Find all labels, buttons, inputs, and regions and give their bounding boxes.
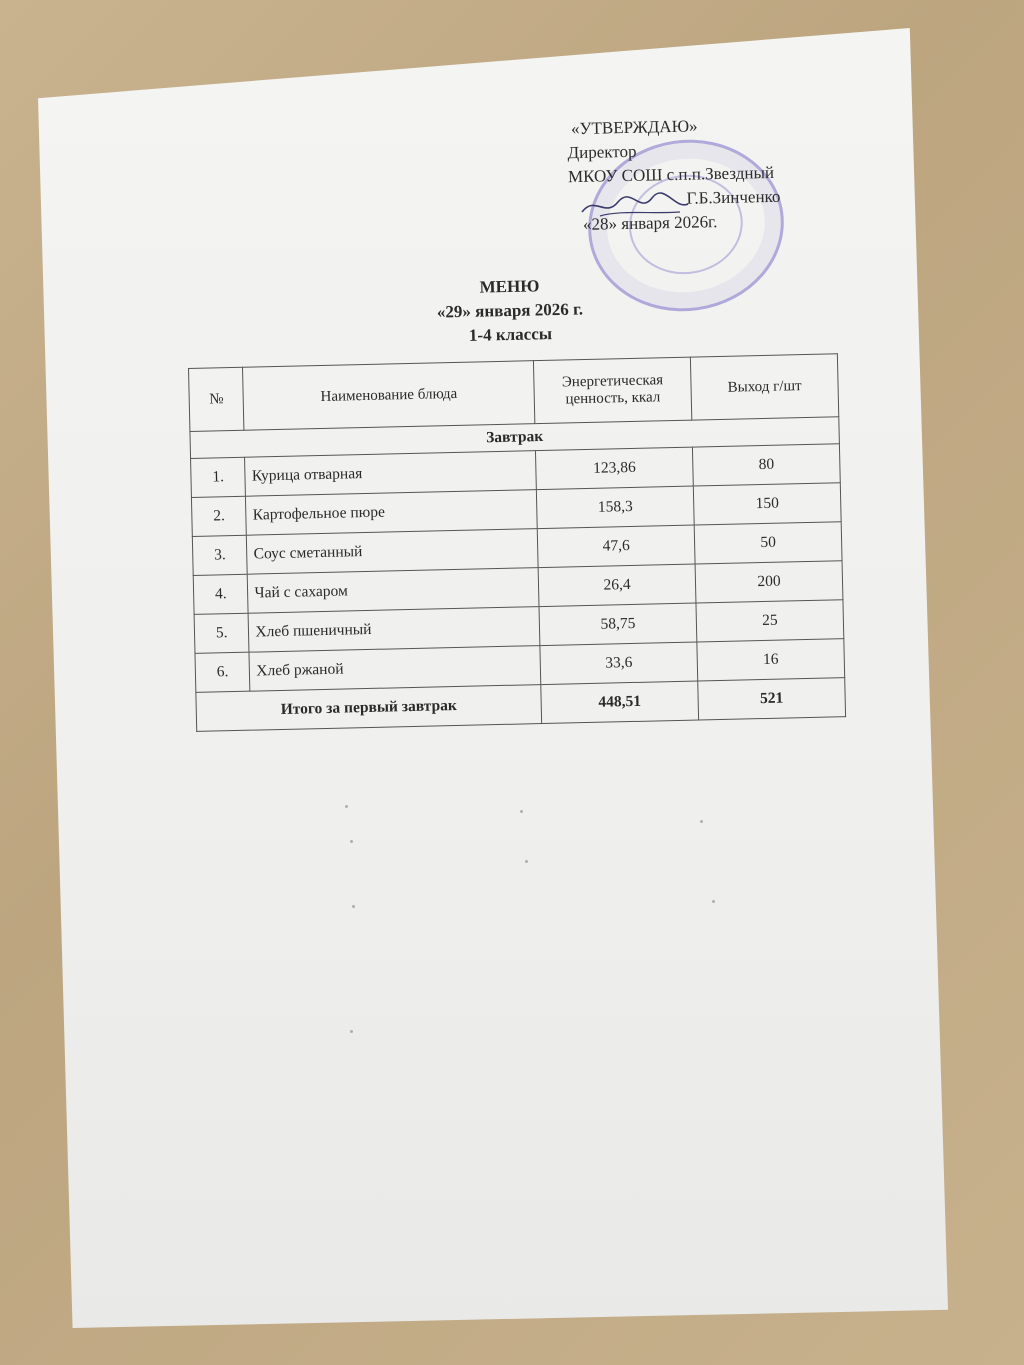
total-kcal: 448,51 — [541, 681, 699, 724]
ink-speck — [352, 905, 355, 908]
header-number: № — [189, 367, 245, 431]
menu-title: МЕНЮ — [479, 276, 540, 297]
header-dish: Наименование блюда — [243, 361, 535, 431]
total-output: 521 — [698, 678, 846, 720]
row-number: 2. — [191, 496, 246, 536]
ink-speck — [345, 805, 348, 808]
menu-classes: 1-4 классы — [468, 324, 553, 345]
row-kcal: 47,6 — [537, 525, 695, 568]
ink-speck — [700, 820, 703, 823]
ink-speck — [350, 840, 353, 843]
row-dish: Хлеб ржаной — [249, 646, 540, 692]
ink-speck — [525, 860, 528, 863]
header-energy: Энергетическая ценность, ккал — [533, 357, 691, 424]
row-output: 25 — [696, 600, 844, 642]
row-output: 50 — [694, 522, 842, 564]
row-dish: Курица отварная — [245, 451, 536, 497]
row-dish: Чай с сахаром — [248, 568, 539, 614]
menu-date: «29» января 2026 г. — [436, 299, 584, 322]
row-number: 6. — [195, 652, 250, 692]
total-label: Итого за первый завтрак — [196, 685, 542, 732]
approval-block — [567, 113, 781, 237]
row-output: 200 — [695, 561, 843, 603]
approval-signatory — [686, 185, 780, 211]
approval-organization: МКОУ СОШ с.п.п.Звездный — [567, 162, 775, 187]
row-kcal: 33,6 — [540, 642, 698, 685]
menu-heading — [399, 273, 620, 350]
row-number: 1. — [191, 457, 246, 497]
menu-table — [188, 353, 846, 732]
row-number: 3. — [192, 535, 247, 575]
row-number: 4. — [193, 574, 248, 614]
approval-signatory-name: Г.Б.Зинченко — [686, 186, 781, 208]
row-dish: Хлеб пшеничный — [249, 607, 540, 653]
row-kcal: 123,86 — [535, 447, 693, 490]
row-number: 5. — [194, 613, 249, 653]
row-dish: Соус сметанный — [247, 529, 538, 575]
row-kcal: 158,3 — [536, 486, 694, 529]
approval-date: «28» января 2026г. — [582, 212, 718, 234]
row-output: 16 — [697, 639, 845, 681]
approval-position: Директор — [567, 141, 637, 163]
row-output: 80 — [693, 444, 841, 486]
ink-speck — [520, 810, 523, 813]
ink-speck — [350, 1030, 353, 1033]
section-breakfast: Завтрак — [190, 417, 839, 459]
row-kcal: 26,4 — [538, 564, 696, 607]
approval-title: «УТВЕРЖДАЮ» — [570, 116, 698, 139]
row-output: 150 — [693, 483, 841, 525]
header-output: Выход г/шт — [691, 354, 839, 420]
ink-speck — [712, 900, 715, 903]
row-dish: Картофельное пюре — [246, 490, 537, 536]
row-kcal: 58,75 — [539, 603, 697, 646]
